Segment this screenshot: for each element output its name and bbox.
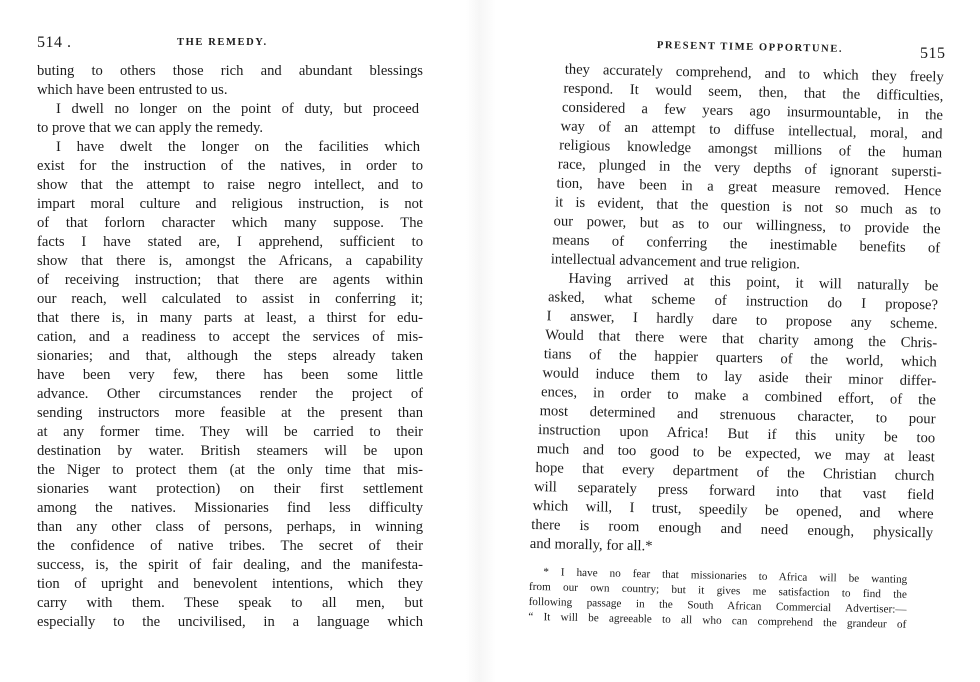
left-line-6: exist for the instruction of the natives, in order to (37, 158, 423, 174)
left-line-11: show that there is, amongst the Africans, a capability (37, 253, 423, 269)
left-line-27: success, is, the spirit of fair dealing, and the manifesta- (37, 557, 423, 573)
right-line-24: which will, I trust, speedily be opened, and where (532, 497, 934, 523)
right-line-22: hope that every department of the Christian church (535, 459, 935, 485)
left-line-26: the confidence of native tribes. The secret of their (37, 538, 423, 554)
right-line-14: I answer, I hardly dare to propose any scheme. (546, 308, 938, 333)
footnote-line-3: following passage in the South African Commercial Advertiser:— (528, 595, 907, 616)
left-line-30: especially to the uncivilised, in a language which (37, 614, 423, 630)
right-line-10: means of conferring the inestimable benefits of (552, 232, 941, 257)
right-line-4: way of an attempt to diffuse intellectual, moral, and (560, 118, 943, 143)
footnote-line-1: * I have no fear that missionaries to Africa will be wanting (543, 566, 908, 586)
right-line-15: Would that there were that charity among the Chris- (545, 327, 938, 352)
left-line-19: sending instructors more feasible at the present than (37, 405, 423, 421)
right-line-5: religious knowledge amongst millions of the human (559, 137, 943, 162)
left-line-7: show that the attempt to raise negro intellect, and to (37, 177, 423, 193)
right-line-20: instruction upon Africa! But if this unity be too (538, 422, 936, 447)
left-line-12: of receiving instruction; that there are agents within (37, 272, 423, 288)
left-line-17: have been very few, there has been some little (37, 367, 423, 383)
left-line-1: buting to others those rich and abundant blessings (37, 63, 423, 79)
right-line-3: considered a few years ago insurmountable, in the (561, 99, 944, 124)
right-line-13: asked, what scheme of instruction do I propose? (547, 289, 939, 314)
right-running-head: PRESENT TIME OPPORTUNE. (656, 40, 844, 55)
right-line-1: they accurately comprehend, and to which they freely (564, 61, 944, 86)
left-line-3: I dwell no longer on the point of duty, but proceed (56, 101, 419, 117)
footnote-line-4: “ It will be agreeable to all who can comprehend the grandeur of (528, 610, 907, 631)
left-line-24: among the natives. Missionaries find less difficulty (37, 500, 423, 516)
left-running-head: THE REMEDY. (177, 37, 268, 48)
right-line-18: ences, in order to make a combined effort, of the (540, 384, 937, 409)
left-page-number: 514 . (37, 34, 72, 51)
left-line-2: which have been entrusted to us. (37, 82, 228, 98)
left-line-9: of that forlorn character which many suppose. The (37, 215, 423, 231)
left-line-28: tion of upright and benevolent intentions, which they (37, 576, 423, 592)
left-line-20: at any former time. They will be carried to their (37, 424, 423, 440)
left-line-25: than any other class of persons, perhaps, in winning (37, 519, 423, 535)
left-line-22: the Niger to protect them (at the only time that mis- (37, 462, 423, 478)
left-line-15: cation, and a readiness to accept the services of mis- (37, 329, 423, 345)
left-line-21: destination by water. British steamers will be upon (37, 443, 423, 459)
right-line-2: respond. It would seem, then, that the difficulties, (563, 80, 944, 105)
right-line-25: there is room enough and need enough, physically (531, 516, 934, 542)
right-page-number: 515 (920, 45, 946, 62)
left-line-4: to prove that we can apply the remedy. (37, 120, 263, 136)
left-line-23: sionaries want protection) on their first settlement (37, 481, 423, 497)
left-line-18: advance. Other circumstances render the project of (37, 386, 423, 402)
right-line-26: and morally, for all.* (529, 535, 653, 555)
right-line-6: race, plunged in the very depths of ignorant supersti- (557, 156, 942, 181)
right-line-8: it is evident, that the question is not so much as to (554, 194, 942, 219)
right-body-text (528, 60, 945, 631)
right-line-21: much and too good to be expected, we may at least (536, 441, 935, 466)
right-line-23: will separately press forward into that vast field (533, 478, 935, 504)
left-line-8: impart moral culture and religious instruction, is not (37, 196, 423, 212)
left-line-10: facts I have stated are, I apprehend, sufficient to (37, 234, 423, 250)
left-line-14: that there is, in many parts at least, a thirst for edu- (37, 310, 423, 326)
right-line-9: our power, but as to our willingness, to provide the (553, 213, 941, 238)
footnote-line-2: from our own country; but it gives me satisfaction to find the (528, 580, 908, 601)
left-line-29: carry with them. These speak to all men, but (37, 595, 423, 611)
right-line-17: would induce them to lay aside their minor differ- (542, 365, 937, 390)
right-line-16: tians of the happier quarters of the world, which (543, 346, 937, 371)
right-line-7: tion, have been in a great measure removed. Hence (556, 175, 942, 200)
left-line-13: our reach, well calculated to assist in conferring it; (37, 291, 423, 307)
left-line-16: sionaries; and that, although the steps already taken (37, 348, 423, 364)
right-line-11: intellectual advancement and true religion. (550, 251, 801, 273)
right-line-19: most determined and strenuous character, to pour (539, 403, 936, 428)
right-line-12: Having arrived at this point, it will naturally be (568, 270, 939, 295)
left-line-5: I have dwelt the longer on the facilities which (56, 139, 420, 155)
